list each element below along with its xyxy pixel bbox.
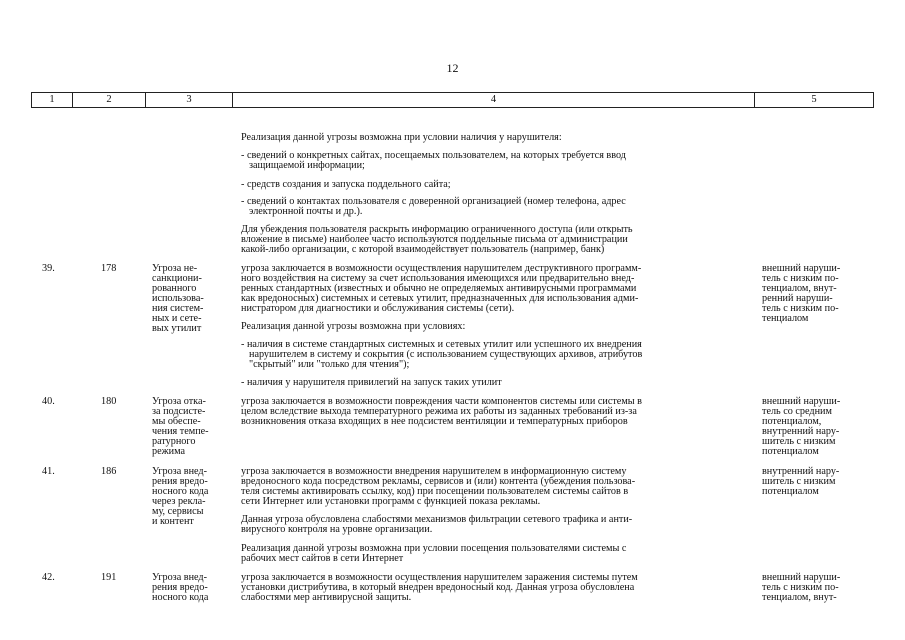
threat-name-line: использова-: [152, 293, 204, 304]
threat-desc-line: слабостями мер антивирусной защиты.: [241, 592, 412, 603]
violator-line: ренний наруши-: [762, 293, 833, 304]
column-header: 5: [755, 93, 874, 108]
row-number: 41.: [42, 466, 55, 477]
threat-name-line: вых утилит: [152, 323, 202, 334]
violator-line: тель с низким по-: [762, 273, 839, 284]
threat-desc-line: ного воздействия на систему за счет использования имеющихся или предварительно внед-: [241, 273, 635, 284]
threat-desc-line: Реализация данной угрозы возможна при условии посещения пользователями системы с: [241, 543, 627, 554]
threat-desc-line: ренных стандартных (известных и обычно не определяемых антивирусными программами: [241, 283, 637, 294]
threat-name-line: Угроза отка-: [152, 396, 206, 407]
violator-line: тенциалом, внут-: [762, 283, 837, 294]
threat-desc-line: - наличия у нарушителя привилегий на запуск таких утилит: [241, 377, 502, 388]
threat-desc-line: установки дистрибутива, в который внедрен вредоносный код. Данная угроза обусловлена: [241, 582, 635, 593]
violator-line: тель с низким по-: [762, 582, 839, 593]
threat-name-line: режима: [152, 446, 186, 457]
violator-line: тенциалом: [762, 313, 809, 324]
intro-line: вложение в письме) наиболее часто используются поддельные письма от администрации: [241, 234, 628, 245]
threat-code: 180: [101, 396, 117, 407]
column-header: 3: [146, 93, 233, 108]
row-number: 42.: [42, 572, 55, 583]
violator-line: тенциалом, внут-: [762, 592, 837, 603]
threat-name-line: му, сервисы: [152, 506, 204, 517]
threat-desc-line: нарушителем в систему и сокрытия (с использованием существующих архивов, атрибутов: [249, 349, 643, 360]
threat-desc-line: угроза заключается в возможности внедрения нарушителем в информационную систему: [241, 466, 627, 477]
threat-name-line: рения вредо-: [152, 582, 208, 593]
threat-desc-line: теля системы активировать ссылку, код) при посещении пользователем системы сайтов в: [241, 486, 629, 497]
threat-name-line: мы обеспе-: [152, 416, 201, 427]
intro-line: защищаемой информации;: [249, 160, 365, 171]
violator-line: потенциалом: [762, 486, 819, 497]
column-header: 4: [233, 93, 755, 108]
threat-code: 178: [101, 263, 117, 274]
violator-line: внешний наруши-: [762, 396, 841, 407]
threat-name-line: санкциони-: [152, 273, 202, 284]
threat-name-line: Угроза не-: [152, 263, 198, 274]
threat-name-line: ратурного: [152, 436, 196, 447]
threat-name-line: рованного: [152, 283, 197, 294]
threat-name-line: ных и сете-: [152, 313, 202, 324]
threat-name-line: носного кода: [152, 486, 209, 497]
threat-code: 186: [101, 466, 117, 477]
threat-name-line: через рекла-: [152, 496, 206, 507]
threat-desc-line: Реализация данной угрозы возможна при условиях:: [241, 321, 466, 332]
violator-line: внутренний нару-: [762, 426, 840, 437]
threat-desc-line: угроза заключается в возможности осуществления нарушителем заражения системы путем: [241, 572, 638, 583]
violator-line: внутренний нару-: [762, 466, 840, 477]
violator-line: тель со средним: [762, 406, 832, 417]
threat-desc-line: угроза заключается в возможности повреждения части компонентов системы или системы в: [241, 396, 642, 407]
violator-line: потенциалом: [762, 446, 819, 457]
intro-line: Реализация данной угрозы возможна при условии наличия у нарушителя:: [241, 132, 562, 143]
threat-name-line: рения вредо-: [152, 476, 208, 487]
violator-line: внешний наруши-: [762, 572, 841, 583]
threat-desc-line: Данная угроза обусловлена слабостями механизмов фильтрации сетевого трафика и анти-: [241, 514, 633, 525]
intro-line: - средств создания и запуска поддельного сайта;: [241, 179, 451, 190]
row-number: 39.: [42, 263, 55, 274]
violator-line: потенциалом,: [762, 416, 822, 427]
violator-line: шитель с низким: [762, 476, 836, 487]
threat-code: 191: [101, 572, 117, 583]
threat-name-line: Угроза внед-: [152, 466, 208, 477]
threat-desc-line: - наличия в системе стандартных системных и сетевых утилит или успешного их внедрения: [241, 339, 642, 350]
threat-name-line: ния систем-: [152, 303, 204, 314]
page-number: 12: [446, 61, 459, 75]
intro-line: какой-либо организации, с которой взаимодействует пользователь (например, банк): [241, 244, 605, 255]
intro-line: Для убеждения пользователя раскрыть информацию ограниченного доступа (или открыть: [241, 224, 633, 235]
threat-name-line: носного кода: [152, 592, 209, 603]
threat-desc-line: целом вследствие выхода температурного режима их работы из заданных требований из-за: [241, 406, 637, 417]
column-header-row: [31, 92, 874, 108]
threat-desc-line: как вредоносных) системных и сетевых утилит, предназначенных для использования адми-: [241, 293, 639, 304]
threat-desc-line: нистратором для диагностики и обслуживания системы (сети).: [241, 303, 515, 314]
threat-name-line: за подсисте-: [152, 406, 206, 417]
threat-desc-line: "скрытый" или "только для чтения");: [249, 359, 410, 370]
violator-line: тель с низким по-: [762, 303, 839, 314]
threat-desc-line: возникновения отказа входящих в нее подсистем вентиляции и температурных приборов: [241, 416, 628, 427]
column-header: 2: [73, 93, 146, 108]
column-header: 1: [32, 93, 73, 108]
threat-name-line: чения темпе-: [152, 426, 209, 437]
threat-name-line: Угроза внед-: [152, 572, 208, 583]
intro-line: электронной почты и др.).: [249, 206, 363, 217]
threat-desc-line: сети Интернет или установки программ с функцией показа рекламы.: [241, 496, 541, 507]
violator-line: шитель с низким: [762, 436, 836, 447]
intro-line: - сведений о контактах пользователя с доверенной организацией (номер телефона, адрес: [241, 196, 626, 207]
threat-desc-line: угроза заключается в возможности осуществления нарушителем деструктивного программ-: [241, 263, 642, 274]
threat-desc-line: вредоносного кода посредством рекламы, сервисов и (или) контента (убеждения пользова-: [241, 476, 636, 487]
threat-desc-line: рабочих мест сайтов в сети Интернет: [241, 553, 404, 564]
threat-desc-line: вирусного контроля на уровне организации.: [241, 524, 433, 535]
row-number: 40.: [42, 396, 55, 407]
intro-line: - сведений о конкретных сайтах, посещаемых пользователем, на которых требуется ввод: [241, 150, 626, 161]
threat-name-line: и контент: [152, 516, 194, 527]
violator-line: внешний наруши-: [762, 263, 841, 274]
